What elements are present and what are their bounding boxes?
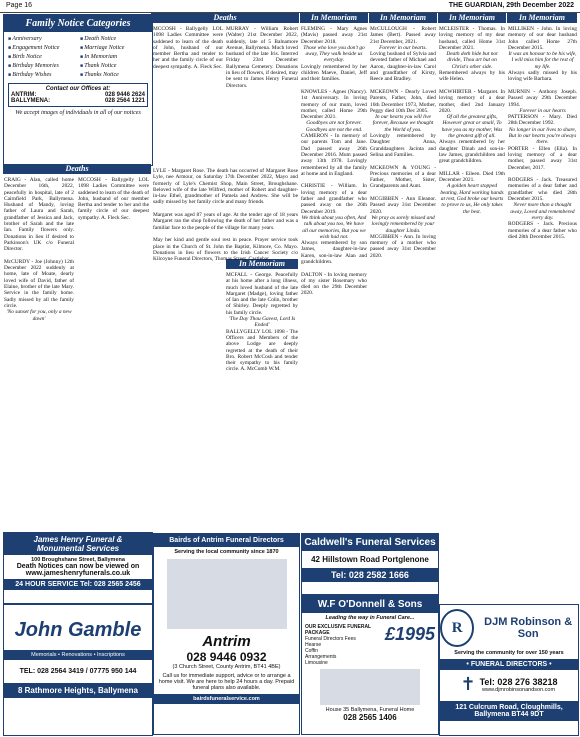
- categories-list: [8, 35, 152, 80]
- notice-text: BALLYGELLY LOL 1098 - The Officers and Members of the above Lodge are deeply regretted at the death of their Bro. Robert McCosh and tender their sympathy to his family circle. A. McComb W.M.: [226, 328, 298, 373]
- ad-offer: OUR EXCLUSIVE FUNERAL PACKAGE: [305, 624, 372, 636]
- notice-text: Always sadly missed by his loving wife Barbara.: [508, 70, 577, 83]
- death-notice-column: [4, 177, 74, 529]
- notice-text: Lovingly remembered by her children Maeve, Daniel, Jeff and their families.: [301, 63, 367, 83]
- ad-address: House 35 Ballymena, Funeral Home: [325, 707, 415, 713]
- notice-text: PATTERSON - Mary. Died 28th December 1992.: [508, 114, 577, 127]
- in-memoriam-header: In Memoriam: [507, 13, 577, 23]
- djm-logo: R: [440, 609, 474, 647]
- ad-title: W.F O'Donnell & Sons: [302, 596, 438, 613]
- notice-verse: It was an honour to be his wife, I will miss him for the rest of my life.: [508, 51, 577, 70]
- ad-title: Monumental Services: [36, 544, 120, 553]
- ad-phone[interactable]: TEL: 028 2564 3419 / 07775 950 144: [19, 668, 137, 675]
- ad-title: John Gamble: [14, 619, 142, 641]
- notice-verse: Forever in our hearts.: [379, 44, 427, 51]
- notice-verse: No longer in our lives to share, But in our hearts you're always there.: [508, 126, 577, 146]
- in-memoriam-column: [439, 26, 505, 530]
- notice-text: McCURDY - Joe (Johnny) 12th December 2022 suddenly at home, late of Moate, dearly loved wife of David, father of Elaine, brother of the late Mary. Service in the family home. Sadly missed by all the family circle.: [4, 258, 74, 309]
- notice-text: MCLEISTER - Thomas. In loving memory of my dear husband, called Home 31st December 2021.: [439, 26, 505, 51]
- notice-text: MILLAR - Eileen. Died 19th December 2021.: [439, 170, 505, 184]
- antrim-label: ANTRIM:: [11, 92, 37, 98]
- notice-verse: Forever in our hearts: [519, 107, 566, 114]
- in-memoriam-column: [301, 26, 367, 530]
- notice-verse: Those who love you don't go away, They walk beside us everyday.: [303, 44, 365, 64]
- in-memoriam-header: In Memoriam: [438, 13, 506, 23]
- notice-text: Always remembered by her daughter Dinah and son-in-law James, grandchildren and great grandchildren.: [439, 139, 505, 165]
- category-item: ■ Birthday Wishes: [8, 71, 80, 80]
- funeral-home-photo: [320, 669, 420, 705]
- deaths-header: Deaths: [151, 13, 299, 23]
- notice-verse: Never more than a thought away, Loved and remembered every day.: [510, 202, 575, 221]
- building-photo: [167, 559, 287, 629]
- djm-robinson-ad: [439, 604, 579, 736]
- ad-title: James Henry Funeral &: [33, 535, 123, 544]
- notice-text: MCGIBBEN - Ann. In loving memory of a mother who passed away 31st December 2020.: [370, 233, 436, 259]
- ballymena-label: BALLYMENA:: [11, 98, 51, 104]
- notice-text: MCCOSH - Ballygelly LOL 1098 Ladies Committee were saddened to learn of the death of John, husband of our member Bertha and tender to her and the family circle of our deepest sympathy. A. Fleck Sec.: [78, 177, 149, 221]
- ad-tagline: Serving the community for over 150 years: [454, 650, 564, 656]
- ad-website[interactable]: bairdsfuneralservice.com: [154, 694, 299, 704]
- category-item: ■ Death Notice: [80, 35, 152, 44]
- in-memoriam-column: [370, 26, 436, 530]
- caldwells-ad: [301, 533, 439, 595]
- category-item: ■ Birth Notice: [8, 53, 80, 62]
- category-item: ■ In Memoriam: [80, 53, 152, 62]
- notice-text: LYLE - Margaret Rose. The death has occurred of Margaret Rose Lyle, nee Armour, on Saturday 17th December 2022, Mayo and formerly of Lyle's Chemist Shop, Main Street, Broughshane. Beloved wife of the late Wilfred, mother of Robert and daughter-in-law Ethel, grandmother of Pamela and Andrew. She will be sadly missed by her family circle and many friends.: [153, 168, 298, 206]
- death-notice-column: [78, 177, 149, 529]
- ad-tagline: Leading the way in Funeral Care...: [325, 615, 415, 621]
- notice-text: MURNIN - Anthony Joseph. Passed away 29th December 1994.: [508, 88, 577, 108]
- antrim-phone[interactable]: 028 9446 2624: [104, 92, 145, 98]
- in-memoriam-header: In Memoriam: [300, 13, 368, 23]
- notice-text: MCFALL - George. Peacefully at his home after a long illness, much loved husband of the late Margaret (Madge), loving father of Ian and the late Colin, brother of Shirley. Deeply regretted by his family circle.: [226, 272, 298, 316]
- ad-address: 121 Culcrum Road, Cloughmills, Ballymena BT44 9DT: [440, 701, 578, 721]
- publication-date: THE GUARDIAN, 29th December 2022: [448, 2, 574, 9]
- james-henry-ad: [3, 532, 153, 604]
- notice-verse: In our hearts you will live forever, Because we thought the World of you.: [372, 114, 434, 133]
- in-memoriam-header: In Memoriam: [369, 13, 437, 23]
- ad-address: 42 Hillstown Road Portglenone: [311, 555, 429, 564]
- notice-text: FLEMING - Mary Agnes (Mavis) passed away 21st December 2018.: [301, 26, 367, 45]
- notice-text: DALTON - In loving memory of my sister Rosemary who died on the 29th December 2020.: [301, 271, 367, 297]
- notice-text: CHRISTIE - William. In loving memory of a dear father and grandfather who passed away on the 26th December 2019.: [301, 183, 367, 215]
- notice-verse: Goodbyes are not forever. Goodbyes are not the end.: [305, 120, 363, 133]
- categories-footer: We accept images of individuals in all of our notices: [15, 110, 141, 116]
- notice-verse: 'The Day Thou Gavest, Lord Is Ended': [228, 316, 296, 329]
- in-memoriam-header: In Memoriam: [226, 259, 298, 269]
- notice-text: MCCOSH - Ballygelly LOL 1098 Ladies Committee were saddened to learn of the death of John, husband of our member Bertha and tender to her and the family circle of our deepest sympathy. A. Fleck Sec.: [153, 26, 223, 70]
- bairds-ad: [153, 533, 300, 735]
- ad-title: Caldwell's Funeral Services: [302, 534, 438, 551]
- package-item: Limousine: [305, 660, 328, 666]
- ad-price: £1995: [384, 624, 435, 644]
- ad-address: 100 Broughshane Street, Ballymena: [31, 557, 125, 563]
- in-memoriam-column: [226, 272, 298, 530]
- ad-title: DJM Robinson & Son: [484, 616, 573, 640]
- notice-verse: We think about you often, And talk about you too, We have all our memories, But you we wish had not.: [301, 214, 367, 240]
- categories-title: Family Notice Categories: [4, 15, 152, 32]
- category-item: ■ Birthday Memories: [8, 62, 80, 71]
- category-item: ■ Anniversary: [8, 35, 80, 44]
- notice-text: RODGERS - Jack. Treasured memories of a dear father and grandfather who died 28th December 2015.: [508, 177, 577, 203]
- ad-address: 8 Rathmore Heights, Ballymena: [4, 683, 152, 698]
- ad-subtitle: • FUNERAL DIRECTORS •: [440, 659, 578, 670]
- package-item: Coffin: [305, 648, 318, 654]
- ad-phone[interactable]: Tel: 028 276 38218: [479, 676, 558, 687]
- ad-website[interactable]: www.djmrobinsonandson.com: [482, 686, 556, 693]
- notice-text: McCULLOUGH - Robert James (Bert). Passed away 21st December, 2021.: [370, 26, 436, 45]
- notice-text: Loving husband of Sylvia and devoted father of Michael and Aaron, daughter-in-law Carol and grandfather of Kirsty, Reece and Bradley.: [370, 51, 436, 83]
- ad-website[interactable]: www.jameshenryfunerals.co.uk: [25, 570, 131, 577]
- category-item: ■ Thanks Notice: [80, 71, 152, 80]
- category-item: ■ Engagement Notice: [8, 44, 80, 53]
- page-number: Page 16: [6, 2, 33, 9]
- ad-text: Death Notices can now be viewed on: [16, 563, 140, 570]
- notice-text: CRAIG - Alan, called home December 16th, 2022, peacefully in hospital, late of 2 Cairnfield Park, Ballymena. Husband of Mandy, loving father of Laura and Sarah, grandfather of Jessica and Jack, brother of Sarah and the late Ian. Family flowers only. Donations in lieu if desired to Parkinson's UK c/o Funeral Director.: [4, 177, 74, 253]
- notice-text: MCGIBBEN - Ann Eleanor. Passed away 31st December 2020.: [370, 196, 436, 215]
- notice-verse: 'No sunset for you, only a new dawn': [6, 309, 72, 322]
- notice-text: Lovingly remembered by Daughter Anna, Granddaughters Jacinta and Selina and Families.: [370, 133, 436, 158]
- page-header: [0, 0, 580, 13]
- notice-text: KNOWLES - Agnes (Nancy). 1st Anniversary. In loving memory of our mum, loved mother, called Home 29th December 2021.: [301, 88, 367, 121]
- ad-phone[interactable]: 028 9446 0932: [186, 650, 267, 664]
- ad-phone[interactable]: 028 2565 1406: [343, 713, 397, 722]
- package-item: Funeral Directors Fees: [305, 636, 356, 642]
- ad-phone[interactable]: 24 HOUR SERVICE Tel: 028 2565 2456: [4, 579, 152, 590]
- contact-box: [8, 83, 148, 107]
- ballymena-phone[interactable]: 028 2564 1221: [104, 98, 145, 104]
- contact-title: Contact our Offices at:: [45, 86, 111, 92]
- notice-text: CAMERON - In memory of our parents Tom and Jane. Dad passed away 26th December 2016. Mum passed away 13th 1978. Lovingly remembered by all the family at home and in England.: [301, 133, 367, 177]
- deaths-header: Deaths: [3, 164, 151, 174]
- notice-text: MCKEOWN - Dearly Loved Parents, Father, John, died 16th December 1973, Mother, Peggy died 10th Dec 2005.: [370, 88, 436, 114]
- notice-text: Remembered always by his wife Helen.: [439, 70, 505, 83]
- notice-text: Always remembered by son James, daughter-in-law Karen, son-in-law Alan and grandchildren.: [301, 240, 367, 265]
- ad-tagline: Serving the local community since 1870: [174, 549, 279, 555]
- ad-phone[interactable]: Tel: 028 2582 1666: [302, 568, 438, 582]
- john-gamble-ad: [3, 604, 153, 736]
- family-notice-categories: [3, 14, 153, 166]
- odonnell-ad: [301, 595, 439, 735]
- ad-town: Antrim: [202, 633, 251, 650]
- notice-verse: Of all the greatest gifts, However great or small, To have you as my mother, Was the greatest gift of all.: [441, 114, 503, 140]
- package-item: Hearse: [305, 642, 322, 648]
- ad-title: Bairds of Antrim Funeral Directors: [154, 534, 299, 547]
- notice-verse: Death doth hide but not divide, Thou art but on Christ's other side.: [446, 51, 498, 70]
- death-notice-column: [226, 26, 298, 256]
- cross-icon: ✝: [460, 674, 476, 694]
- ad-address: (3 Church Street, County Antrim, BT41 4BE): [172, 664, 281, 670]
- category-item: ■ Marriage Notice: [80, 44, 152, 53]
- notice-text: MURRAY - William Robert (Walter) 21st December 2022, suddenly, late of 5 Balnamore Avenue, Ballymena. Much loved husband of the late Iris. Interred Friday 23rd December Ballymena Cemetery. Donations in lieu of flowers, if desired, may be sent to James Henry Funeral Directors.: [226, 26, 298, 89]
- ad-text: Call us for immediate support, advice or to arrange a home visit. We are here to help 24 hours a day. Prepaid funeral plans also available.: [158, 673, 295, 691]
- notice-text: RODGERS - Jack. Precious memories of a dear father who died 28th December 2015.: [508, 221, 577, 240]
- notice-text: MCKEOWN & YOUNG - Precious memories of a dear Father, Mother, Sister, Grandparents and Aunt.: [370, 164, 436, 190]
- notice-text: PORTER - Ellen (Ella). In loving memory of a dear mother, passed away 31st December, 2017.: [508, 145, 577, 171]
- ad-services: Memorials • Renovations • Inscriptions: [4, 650, 152, 660]
- notice-text: Margaret was aged 87 years of age. At the tender age of 18 years Margaret ran the shop following the death of her father and was a familiar face to the people of the village for many years.: [153, 212, 298, 231]
- in-memoriam-column: [508, 26, 577, 530]
- notice-text: May her kind and gentle soul rest in peace. Prayer service took place in the Church of St. John the Baptist, Kilmore, Co. Mayo. Donations in lieu of flowers to the Irish Cancer Society c/o Kilcoyne Funeral Directors, Thomas Street, Castlebar.: [153, 237, 298, 263]
- package-item: Arrangements: [305, 654, 337, 660]
- notice-verse: We pray as sorely missed and lovingly remembered by your daughter Linda.: [371, 214, 435, 234]
- notice-text: MCWHIRTER - Margaret. In loving memory of a dear mother, died 2nd January 2020.: [439, 88, 505, 114]
- notice-text: MILLIKEN - John. In loving memory of our dear husband John called Home 27th December 2015.: [508, 26, 577, 51]
- notice-verse: A golden heart stopped beating, Hard working hands at rest, God broke our hearts to prove to us, He only takes the best.: [440, 183, 504, 215]
- category-item: ■ Thank Notice: [80, 62, 152, 71]
